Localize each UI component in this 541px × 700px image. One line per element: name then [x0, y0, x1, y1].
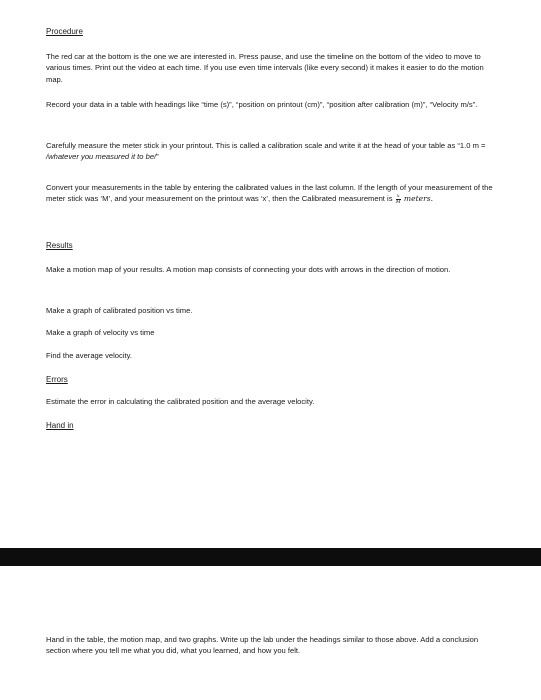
procedure-paragraph-4-text: Convert your measurements in the table by entering the calibrated values in the last column. If the length of your measurement of the meter stick was ‘M’, and your measurement on the printout was ‘x’, then the Calibrated measurement is: [46, 183, 493, 204]
procedure-paragraph-1: The red car at the bottom is the one we are interested in. Press pause, and use the timeline on the bottom of the video to move to various times. Print out the video at each time. If you use even time intervals (like every second) it makes it easier to do the motion map.: [46, 52, 484, 84]
procedure-paragraph-3: [46, 140, 498, 163]
page-break-divider: [0, 548, 541, 566]
hand-in-paragraph-1: Hand in the table, the motion map, and two graphs. Write up the lab under the headings similar to those above. Add a conclusion section where you tell me what you did, what you learned, and how you felt.: [46, 635, 479, 656]
results-paragraph-3: Make a graph of velocity vs time: [46, 328, 155, 337]
results-paragraph-2: Make a graph of calibrated position vs time.: [46, 306, 193, 315]
calibration-fraction: [396, 194, 401, 205]
procedure-heading: Procedure: [46, 27, 83, 36]
errors-paragraph-1: Estimate the error in calculating the calibrated position and the average velocity.: [46, 397, 315, 406]
errors-heading: Errors: [46, 375, 68, 384]
procedure-paragraph-3-italic: /whatever you measured it to be/: [46, 152, 157, 162]
hand-in-heading: Hand in: [46, 421, 74, 430]
results-paragraph-1: Make a motion map of your results. A motion map consists of connecting your dots with arrows in the direction of motion.: [46, 265, 451, 274]
results-paragraph-4: Find the average velocity.: [46, 351, 132, 360]
procedure-paragraph-3-end: ”: [156, 152, 159, 162]
procedure-paragraph-3-text: Carefully measure the meter stick in your printout. This is called a calibration scale and write it at the head of your table as “1.0 m =: [46, 141, 486, 150]
fraction-unit: meters.: [403, 194, 434, 204]
fraction-denominator: M: [395, 198, 401, 205]
results-heading: Results: [46, 241, 73, 250]
document-page-2: [0, 566, 541, 700]
procedure-paragraph-4: [46, 182, 498, 205]
fraction-numerator: x: [396, 192, 400, 199]
procedure-paragraph-2: Record your data in a table with headings like “time (s)”, “position on printout (cm)”, “position after calibration (m)”, “Velocity m/s”.: [46, 100, 478, 109]
